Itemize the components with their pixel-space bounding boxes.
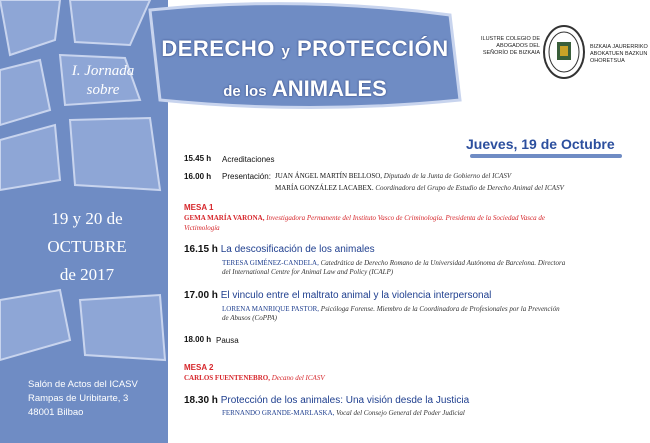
jornada-label	[48, 62, 158, 100]
mesa-1-role-2: Victimología	[184, 224, 220, 232]
talk-3-speaker-name: FERNANDO GRANDE-MARLASKA,	[222, 409, 335, 417]
title-word-derecho: DERECHO	[161, 36, 275, 61]
talk-2-speaker-name: LORENA MANRIQUE PASTOR,	[222, 305, 320, 313]
talk-2-time: 17.00 h	[184, 290, 218, 301]
talk-2-heading	[184, 290, 491, 301]
logo-eu-line-1: BIZKAIA JAURERRIKO	[590, 44, 648, 50]
logo-eu-line-2: ABOKATUEN BAZKUN	[590, 51, 648, 57]
logo-eu-line-3: OHORETSUA	[590, 58, 625, 64]
talk-3-heading	[184, 395, 469, 406]
date-line-2: OCTUBRE	[47, 237, 127, 256]
title-line-1	[160, 36, 450, 62]
mesa-2-role: Decano del ICASV	[271, 374, 325, 382]
jornada-text: I. Jornada	[71, 63, 135, 79]
talk-3-speaker-role: Vocal del Consejo General del Poder Judicial	[336, 409, 465, 417]
acred-time: 15.45 h	[184, 154, 212, 163]
talk-3-speaker	[222, 409, 622, 418]
event-dates	[12, 205, 162, 289]
logo-text-spanish	[480, 36, 540, 57]
talk-2-speaker	[222, 305, 622, 323]
talk-3-time: 18.30 h	[184, 395, 218, 406]
talk-1-title: La descosificación de los animales	[220, 244, 375, 255]
venue-line-2: Rampas de Uribitarte, 3	[28, 393, 129, 404]
pres-name-1: JUAN ÁNGEL MARTÍN BELLOSO,	[275, 172, 383, 180]
pres-role-2: Coordinadora del Grupo de Estudio de Derecho Animal del ICASV	[375, 184, 564, 192]
venue-line-3: 48001 Bilbao	[28, 407, 84, 418]
pres-role-1: Diputado de la Junta de Gobierno del ICASV	[383, 172, 512, 180]
mesa-2-chair	[184, 374, 325, 382]
date-line-1: 19 y 20 de	[51, 209, 123, 228]
talk-1-speaker-role: Catedrática de Derecho Romano de la Universidad Autónoma de Barcelona. Directora	[320, 259, 566, 267]
day-heading-underline	[470, 154, 622, 158]
title-word-animales: ANIMALES	[271, 76, 387, 101]
venue-line-1: Salón de Actos del ICASV	[28, 379, 138, 390]
title-line-2	[160, 76, 450, 102]
pause-label: Pausa	[216, 336, 239, 345]
venue-address	[28, 378, 138, 420]
logo-es-line-1: ILUSTRE COLEGIO DE	[481, 36, 540, 42]
acred-label: Acreditaciones	[222, 155, 275, 164]
pres-speaker-2	[275, 184, 564, 192]
day-heading: Jueves, 19 de Octubre	[466, 136, 615, 152]
sobre-text: sobre	[86, 82, 120, 98]
logo-es-line-2: ABOGADOS DEL	[496, 43, 540, 49]
pres-time: 16.00 h	[184, 172, 212, 181]
pres-name-2: MARÍA GONZÁLEZ LACABEX.	[275, 184, 374, 192]
mesa-2-label: MESA 2	[184, 363, 214, 372]
talk-2-speaker-role: Psicóloga Forense. Miembro de la Coordinadora de Profesionales por la Prevención	[320, 305, 560, 313]
bar-association-logo	[480, 24, 648, 84]
talk-1-speaker-name: TERESA GIMÉNEZ-CANDELA,	[222, 259, 319, 267]
talk-1-speaker	[222, 259, 622, 277]
date-line-3: de 2017	[59, 265, 115, 284]
pause-time: 18.00 h	[184, 335, 212, 344]
pres-speaker-1	[275, 172, 511, 180]
talk-1-speaker-role-2: del International Centre for Animal Law and Policy (ICALP)	[222, 268, 394, 276]
seal-icon	[542, 24, 586, 80]
talk-1-heading	[184, 244, 375, 255]
talk-2-title: El vinculo entre el maltrato animal y la violencia interpersonal	[220, 290, 492, 301]
mesa-1-name: GEMA MARÍA VARONA,	[184, 214, 265, 222]
talk-1-time: 16.15 h	[184, 244, 218, 255]
mesa-2-name: CARLOS FUENTENEBRO,	[184, 374, 270, 382]
title-word-proteccion: PROTECCIÓN	[296, 36, 449, 61]
logo-text-basque	[590, 44, 650, 65]
mesa-1-chair	[184, 214, 545, 222]
mesa-1-chair-cont	[184, 224, 220, 232]
talk-3-title: Protección de los animales: Una visión desde la Justicia	[220, 395, 470, 406]
pres-label: Presentación:	[222, 172, 271, 181]
title-word-de-los: de los	[223, 83, 267, 100]
title-word-y: y	[281, 43, 291, 60]
mesa-1-role: Investigadora Permanente del Instituto Vasco de Criminología. Presidenta de la Sociedad Vasca de	[266, 214, 545, 222]
logo-es-line-3: SEÑORÍO DE BIZKAIA	[482, 50, 540, 56]
talk-2-speaker-role-2: de Abusos (CoPPA)	[222, 314, 277, 322]
mesa-1-label: MESA 1	[184, 203, 214, 212]
